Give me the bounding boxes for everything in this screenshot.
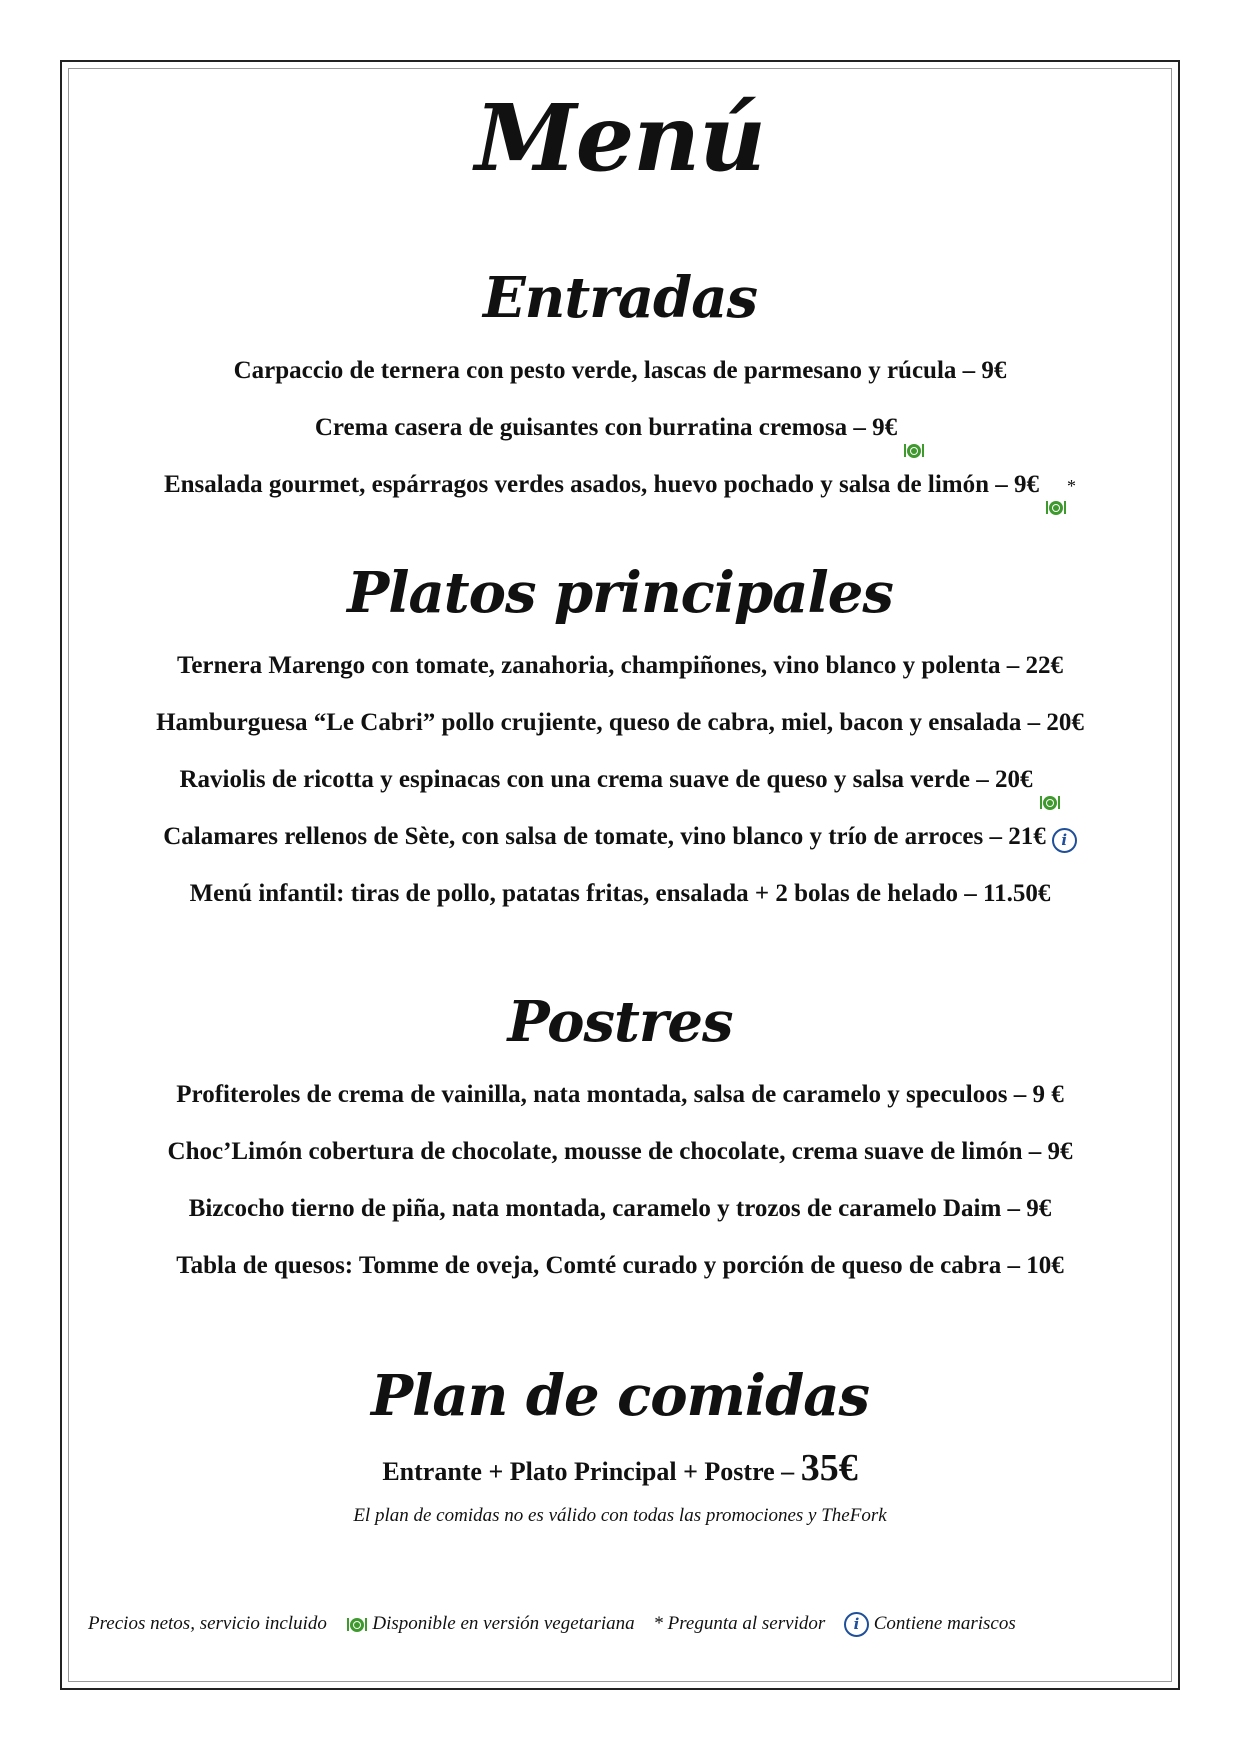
postres-list xyxy=(68,1066,1172,1294)
section-title-postres: Postres xyxy=(507,989,733,1055)
section-plan xyxy=(68,1363,1172,1536)
footer-ask: * Pregunta al servidor xyxy=(653,1612,826,1634)
menu-item-text: Profiteroles de crema de vainilla, nata montada, salsa de caramelo y speculoos – 9 € xyxy=(176,1081,1064,1108)
menu-item-text: Raviolis de ricotta y espinacas con una crema suave de queso y salsa verde – 20€ xyxy=(179,766,1033,793)
item-icons xyxy=(903,401,925,458)
menu-title: Menú xyxy=(474,84,766,192)
menu-item xyxy=(68,1066,1172,1123)
plate-cutlery-icon xyxy=(1039,775,1061,792)
footer-vegetarian: Disponible en versión vegetariana xyxy=(372,1612,635,1634)
menu-item-text: Crema casera de guisantes con burratina cremosa – 9€ xyxy=(314,414,898,441)
menu-item-text: Calamares rellenos de Sète, con salsa de tomate, vino blanco y trío de arroces – 21€ xyxy=(163,823,1046,850)
menu-content xyxy=(68,68,1172,1536)
asterisk-mark: * xyxy=(1067,475,1077,496)
footer-seafood: Contiene mariscos xyxy=(873,1612,1016,1634)
section-postres xyxy=(68,989,1172,1294)
menu-item-text: Choc’Limón cobertura de chocolate, mousse de chocolate, crema suave de limón – 9€ xyxy=(167,1138,1073,1165)
menu-item xyxy=(68,456,1172,513)
menu-item-text: Bizcocho tierno de piña, nata montada, caramelo y trozos de caramelo Daim – 9€ xyxy=(188,1195,1052,1222)
entradas-list xyxy=(68,342,1172,513)
menu-item xyxy=(68,637,1172,694)
platos-list xyxy=(68,637,1172,922)
item-icons xyxy=(1045,458,1076,515)
item-icons xyxy=(1052,810,1077,867)
section-entradas xyxy=(68,265,1172,513)
info-legend-icon: i xyxy=(844,1612,869,1637)
menu-item xyxy=(68,1180,1172,1237)
menu-item-text: Ternera Marengo con tomate, zanahoria, champiñones, vino blanco y polenta – 22€ xyxy=(176,652,1064,679)
menu-item xyxy=(68,808,1172,865)
veg-legend-icon xyxy=(346,1616,368,1633)
menu-item xyxy=(68,1237,1172,1294)
plan-description: Entrante + Plato Principal + Postre – xyxy=(382,1457,801,1486)
section-title-plan: Plan de comidas xyxy=(370,1363,870,1429)
menu-item-text: Hamburguesa “Le Cabri” pollo crujiente, queso de cabra, miel, bacon y ensalada – 20€ xyxy=(156,709,1084,736)
footer-legend xyxy=(88,1612,1016,1637)
info-icon: i xyxy=(1052,828,1077,853)
item-icons xyxy=(1039,753,1061,810)
menu-item xyxy=(68,694,1172,751)
plan-line xyxy=(68,1440,1172,1496)
menu-item-text: Menú infantil: tiras de pollo, patatas fritas, ensalada + 2 bolas de helado – 11.50€ xyxy=(189,880,1051,907)
menu-item-text: Tabla de quesos: Tomme de oveja, Comté curado y porción de queso de cabra – 10€ xyxy=(176,1252,1064,1279)
menu-item xyxy=(68,399,1172,456)
plate-cutlery-icon xyxy=(1045,480,1067,497)
footer-prices: Precios netos, servicio incluido xyxy=(88,1612,327,1634)
menu-item-text: Carpaccio de ternera con pesto verde, lascas de parmesano y rúcula – 9€ xyxy=(233,357,1007,384)
menu-item xyxy=(68,751,1172,808)
plate-cutlery-icon xyxy=(903,423,925,440)
plan-note: El plan de comidas no es válido con todas las promociones y TheFork xyxy=(353,1505,887,1526)
menu-item-text: Ensalada gourmet, espárragos verdes asados, huevo pochado y salsa de limón – 9€ xyxy=(163,471,1040,498)
menu-item xyxy=(68,1123,1172,1180)
plan-price: 35€ xyxy=(800,1447,858,1489)
menu-item xyxy=(68,342,1172,399)
section-title-entradas: Entradas xyxy=(482,265,758,331)
section-platos xyxy=(68,560,1172,922)
section-title-platos: Platos principales xyxy=(347,560,893,626)
menu-item xyxy=(68,865,1172,922)
